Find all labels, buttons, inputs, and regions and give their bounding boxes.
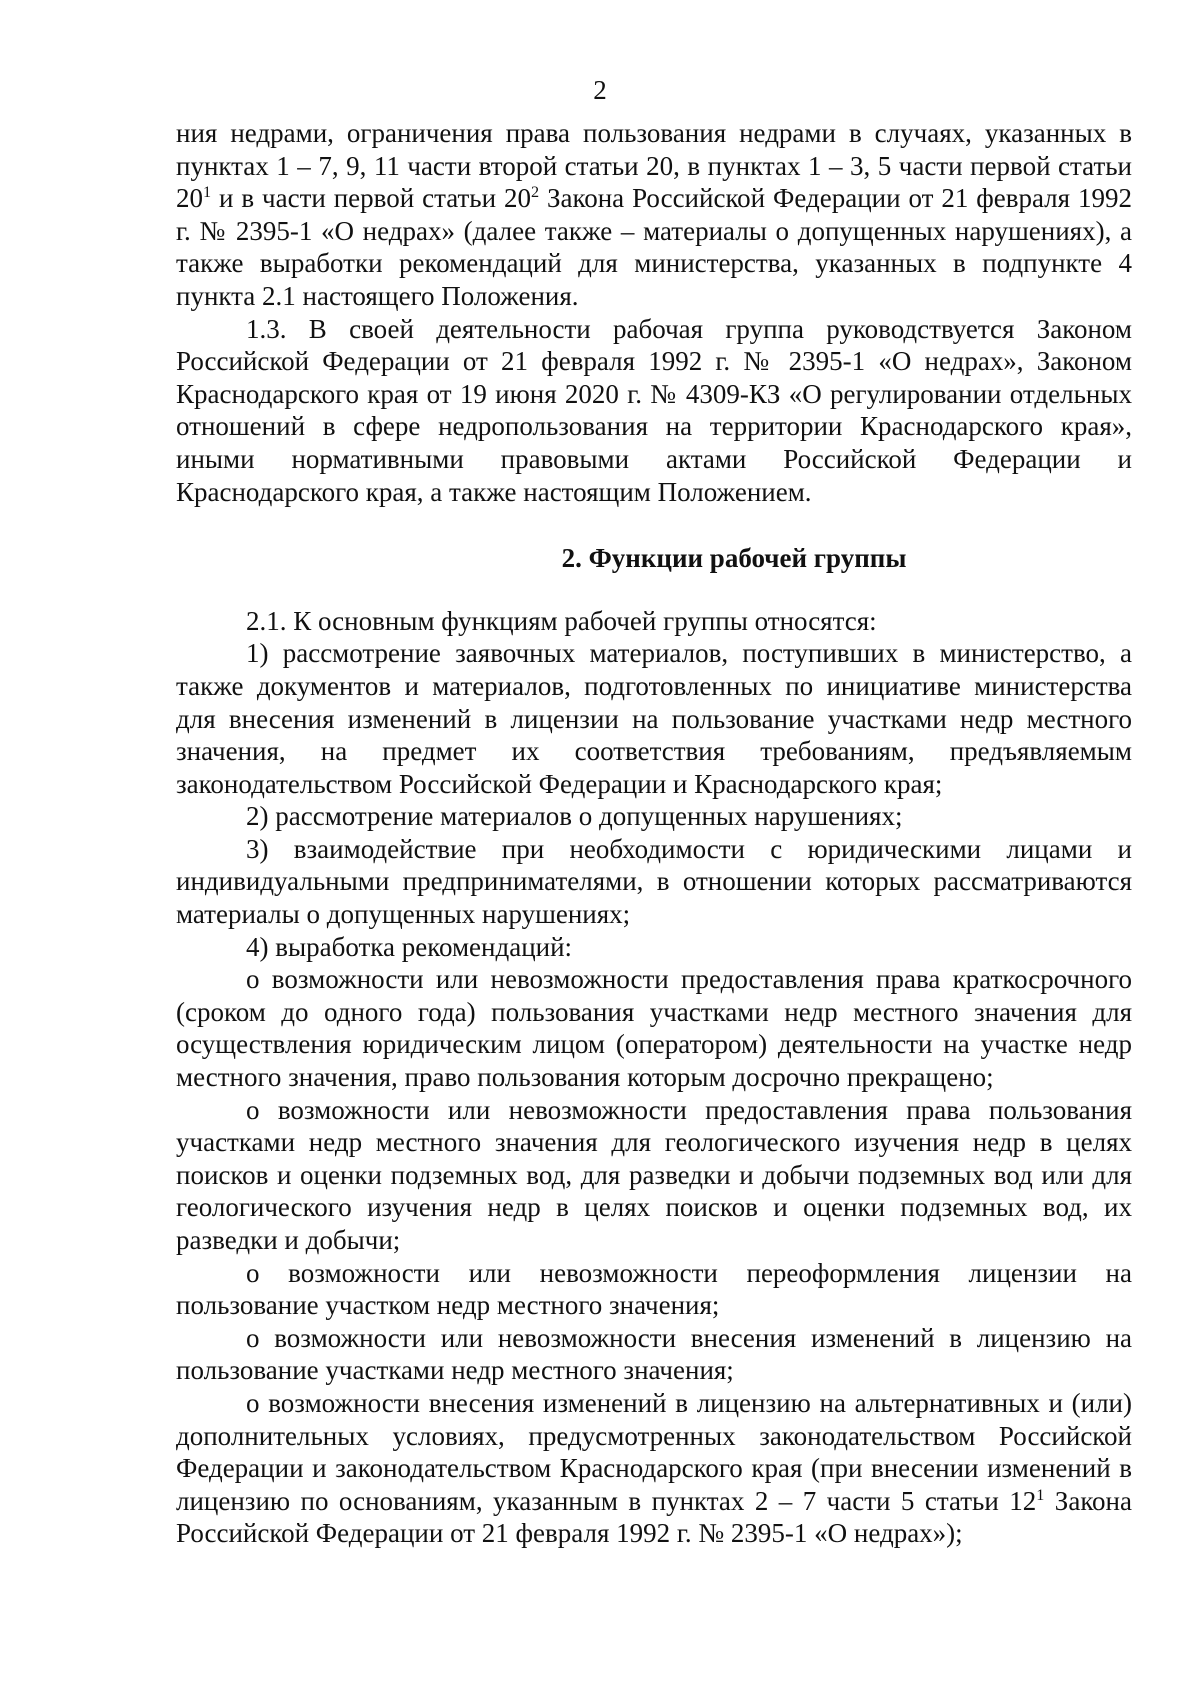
list-item-2: 2) рассмотрение материалов о допущенных нарушениях; <box>246 801 903 832</box>
recommendation-item-4: о возможности или невозможности внесения изменений в лицензию на пользование участками недр местного значения; <box>176 1322 1132 1386</box>
list-item-1: 1) рассмотрение заявочных материалов, поступивших в министерство, а также документов и материалов, подготовленных по инициативе министерства для внесения изменений в лицензии на пользование участками недр местного значения, на предмет их соответствия требованиям, предъявляемым законодательством Российской Федерации и Краснодарского края; <box>176 638 1132 799</box>
paragraph-text: ния недрами, ограничения права пользования недрами в случаях, указанных в пунктах 1 – 7, 9, 11 части второй статьи 20, в пунктах 1 – 3, 5 части первой статьи 20 <box>176 118 1132 214</box>
paragraph-2-1: 2.1. К основным функциям рабочей группы относятся: <box>246 605 877 636</box>
recommendation-item-1: о возможности или невозможности предоставления права краткосрочного (сроком до одного года) пользования участками недр местного значения для осуществления юридическим лицом (оператором) деятельности на участке недр местного значения, право пользования которым досрочно прекращено; <box>176 964 1132 1093</box>
section-heading: 2. Функции рабочей группы <box>561 543 907 574</box>
paragraph-text: Закона Российской Федерации от 21 февраля 1992 г. № 2395-1 «О недрах»); <box>176 1485 1132 1549</box>
recommendation-item-5 <box>176 1387 1132 1550</box>
paragraph-1-3: 1.3. В своей деятельности рабочая группа руководствуется Законом Российской Федерации от 21 февраля 1992 г. № 2395-1 «О недрах», Законом Краснодарского края от 19 июня 2020 г. № 4309-КЗ «О регулировании отдельных отношений в сфере недропользования на территории Краснодарского края», иными нормативными правовыми актами Российской Федерации и Краснодарского края, а также настоящим Положением. <box>176 313 1132 507</box>
paragraph-text: Закона Российской Федерации от 21 февраля 1992 г. № 2395-1 «О недрах» (далее также – материалы о допущенных нарушениях), а также выработки рекомендаций для министерства, указанных в подпункте 4 пункта 2.1 настоящего Положения. <box>176 183 1132 311</box>
list-item-3: 3) взаимодействие при необходимости с юридическими лицами и индивидуальными предпринимателями, в отношении которых рассматриваются материалы о допущенных нарушениях; <box>176 833 1132 930</box>
superscript: 2 <box>530 183 540 202</box>
paragraph-text: и в части первой статьи 20 <box>211 183 531 214</box>
paragraph-continuation <box>176 117 1132 313</box>
document-body <box>176 117 1132 1550</box>
recommendation-item-3: о возможности или невозможности переоформления лицензии на пользование участком недр местного значения; <box>176 1257 1132 1321</box>
page-number: 2 <box>593 75 607 105</box>
recommendation-item-2: о возможности или невозможности предоставления права пользования участками недр местного значения для геологического изучения недр в целях поисков и оценки подземных вод, для разведки и добычи подземных вод или для геологического изучения недр в целях поисков и оценки подземных вод, их разведки и добычи; <box>176 1094 1132 1255</box>
paragraph-text: о возможности внесения изменений в лицензию на альтернативных и (или) дополнительных условиях, предусмотренных законодательством Российской Федерации и законодательством Краснодарского края (при внесении изменений в лицензию по основаниям, указанным в пунктах 2 – 7 части 5 статьи 12 <box>176 1387 1132 1516</box>
superscript: 1 <box>203 183 212 202</box>
superscript: 1 <box>1036 1485 1045 1504</box>
list-item-4: 4) выработка рекомендаций: <box>246 931 573 962</box>
